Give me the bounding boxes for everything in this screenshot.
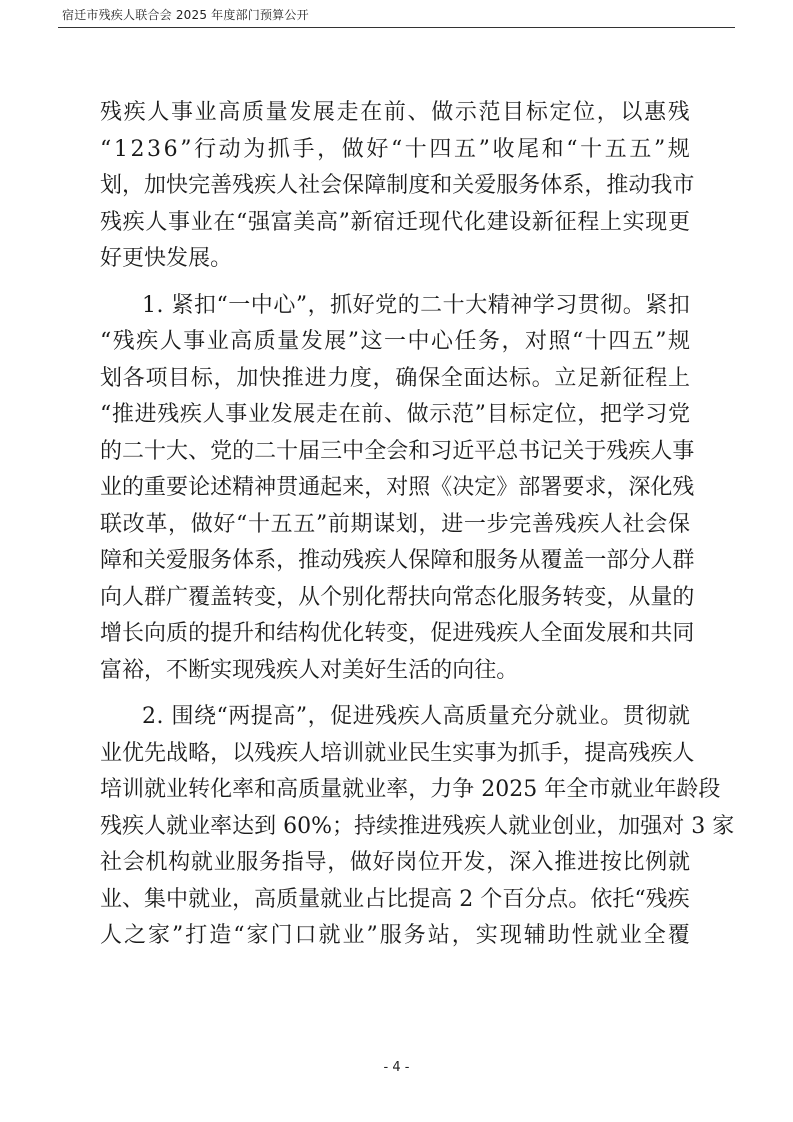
paragraph-2-line-2: “ 残 疾 人 事 业 高 质 量 发 展 ” 这 一 中 心 任 务 ， 对 照 “ 十 四 五 ” 规 — [100, 329, 690, 354]
paragraph-2-line-3: 划 各 项 目 标 ， 加 快 推 进 力 度 ， 确 保 全 面 达 标 。 立 足 新 征 程 上 — [100, 365, 690, 391]
paragraph-3-line-1: 2 . 围 绕 “ 两 提 高 ” ， 促 进 残 疾 人 高 质 量 充 分 就 业 。 贯 彻 就 — [142, 704, 690, 729]
paragraph-1-line-3: 划 ， 加 快 完 善 残 疾 人 社 会 保 障 制 度 和 关 爱 服 务 体 系 ， 推 动 我 市 — [100, 173, 695, 198]
paragraph-2-line-6: 业 的 重 要 论 述 精 神 贯 通 起 来 ， 对 照 《 决 定 》 部 署 要 求 ， 深 化 残 — [100, 475, 695, 500]
page-number: - 4 - — [383, 1060, 410, 1075]
paragraph-2-line-10: 增 长 向 质 的 提 升 和 结 构 优 化 转 变 ， 促 进 残 疾 人 全 面 发 展 和 共 同 — [100, 621, 695, 646]
paragraph-3-line-7: 人 之 家 ” 打 造 “ 家 门 口 就 业 ” 服 务 站 ， 实 现 辅 助 性 就 业 全 覆 — [100, 923, 690, 948]
paragraph-2-line-9: 向 人 群 广 覆 盖 转 变 ， 从 个 别 化 帮 扶 向 常 态 化 服 务 转 变 ， 从 量 的 — [100, 584, 695, 610]
paragraph-3-line-2: 业 优 先 战 略 ， 以 残 疾 人 培 训 就 业 民 生 实 事 为 抓 手 ， 提 高 残 疾 人 — [100, 740, 695, 766]
header-divider — [58, 27, 735, 28]
paragraph-2-line-11: 富 裕 ， 不 断 实 现 残 疾 人 对 美 好 生 活 的 向 往 。 — [100, 657, 519, 683]
paragraph-1-line-4: 残 疾 人 事 业 在 “ 强 富 美 高 ” 新 宿 迁 现 代 化 建 设 新 征 程 上 实 现 更 — [100, 209, 690, 235]
paragraph-2-line-5: 的 二 十 大 、 党 的 二 十 届 三 中 全 会 和 习 近 平 总 书 记 关 于 残 疾 人 事 — [100, 438, 695, 464]
paragraph-3-line-6: 业 、 集 中 就 业 ， 高 质 量 就 业 占 比 提 高 2 个 百 分 点 。 依 托 “ 残 疾 — [100, 886, 690, 912]
paragraph-1-line-1: 残 疾 人 事 业 高 质 量 发 展 走 在 前 、 做 示 范 目 标 定 位 ， 以 惠 残 — [100, 100, 690, 125]
paragraph-2-line-8: 障 和 关 爱 服 务 体 系 ， 推 动 残 疾 人 保 障 和 服 务 从 覆 盖 一 部 分 人 群 — [100, 548, 695, 573]
paragraph-2-line-4: “ 推 进 残 疾 人 事 业 发 展 走 在 前 、 做 示 范 ” 目 标 定 位 ， 把 学 习 党 — [100, 402, 690, 427]
paragraph-3-line-4: 残 疾 人 就 业 率 达 到 6 0 % ； 持 续 推 进 残 疾 人 就 业 创 业 ， 加 强 对 3 家 — [100, 813, 735, 839]
document-body — [100, 95, 735, 955]
running-header: 宿迁市残疾人联合会 2025 年度部门预算公开 — [62, 8, 309, 22]
paragraph-3-line-3: 培 训 就 业 转 化 率 和 高 质 量 就 业 率 ， 力 争 2 0 2 5 年 全 市 就 业 年 龄 段 — [100, 777, 721, 802]
paragraph-2-line-1: 1 . 紧 扣 “ 一 中 心 ” ， 抓 好 党 的 二 十 大 精 神 学 习 贯 彻 。 紧 扣 — [142, 292, 690, 318]
paragraph-3-line-5: 社 会 机 构 就 业 服 务 指 导 ， 做 好 岗 位 开 发 ， 深 入 推 进 按 比 例 就 — [100, 850, 690, 875]
paragraph-2-line-7: 联 改 革 ， 做 好 “ 十 五 五 ” 前 期 谋 划 ， 进 一 步 完 善 残 疾 人 社 会 保 — [100, 511, 690, 537]
paragraph-1-line-5: 好 更 快 发 展 。 — [100, 246, 233, 271]
paragraph-1-line-2: “ 1 2 3 6 ” 行 动 为 抓 手 ， 做 好 “ 十 四 五 ” 收 尾 和 “ 十 五 五 ” 规 — [100, 136, 690, 162]
